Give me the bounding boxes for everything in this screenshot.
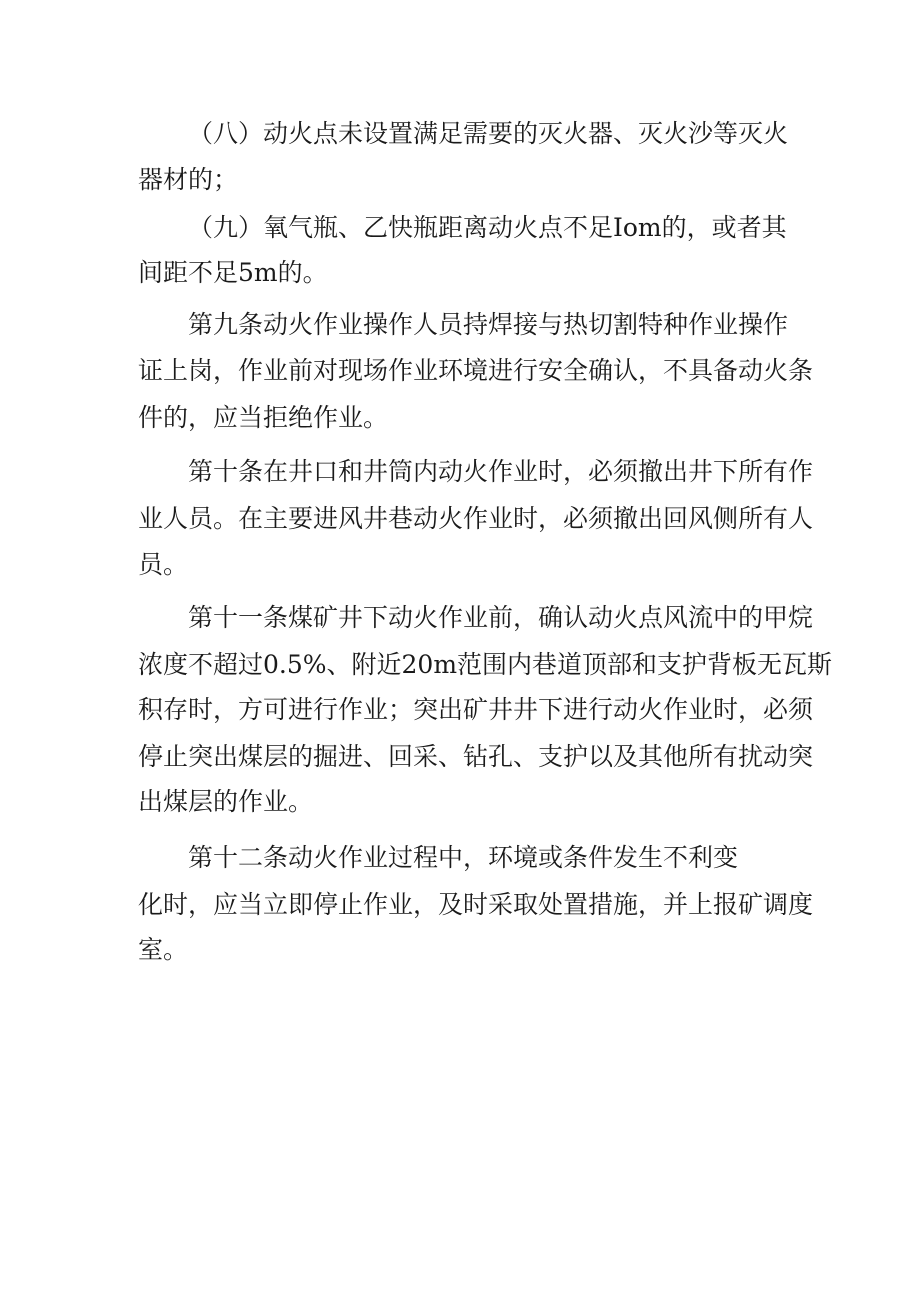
text-line-15: 出煤层的作业。: [138, 787, 314, 816]
text-line-9: 业人员。在主要进风井巷动火作业时，必须撤出回风侧所有人: [138, 504, 814, 533]
text-line-7: 件的，应当拒绝作业。: [138, 403, 389, 432]
text-line-14: 停止突出煤层的掘进、回采、钻孔、支护以及其他所有扰动突: [138, 742, 814, 771]
text-line-13: 积存时，方可进行作业；突出矿井井下进行动火作业时，必须: [138, 695, 814, 724]
text-line-4: 间距不足5m的。: [138, 258, 328, 287]
text-line-5: 第九条动火作业操作人员持焊接与热切割特种作业操作: [188, 310, 789, 339]
text-line-6: 证上岗，作业前对现场作业环境进行安全确认，不具备动火条: [138, 356, 814, 385]
text-line-17: 化时，应当立即停止作业，及时采取处置措施，并上报矿调度: [138, 890, 814, 919]
text-line-8: 第十条在井口和井筒内动火作业时，必须撤出井下所有作: [188, 457, 814, 486]
text-line-11: 第十一条煤矿井下动火作业前，确认动火点风流中的甲烷: [188, 603, 814, 632]
text-line-1: （八）动火点未设置满足需要的灭火器、灭火沙等灭火: [188, 119, 789, 148]
text-line-3: （九）氧气瓶、乙快瓶距离动火点不足Iom的，或者其: [188, 213, 787, 242]
text-line-12: 浓度不超过0.5%、附近20m范围内巷道顶部和支护背板无瓦斯: [138, 650, 833, 679]
text-line-16: 第十二条动火作业过程中，环境或条件发生不利变: [188, 843, 739, 872]
text-line-10: 员。: [138, 550, 189, 579]
text-line-2: 器材的；: [138, 165, 239, 194]
text-line-18: 室。: [138, 935, 189, 964]
